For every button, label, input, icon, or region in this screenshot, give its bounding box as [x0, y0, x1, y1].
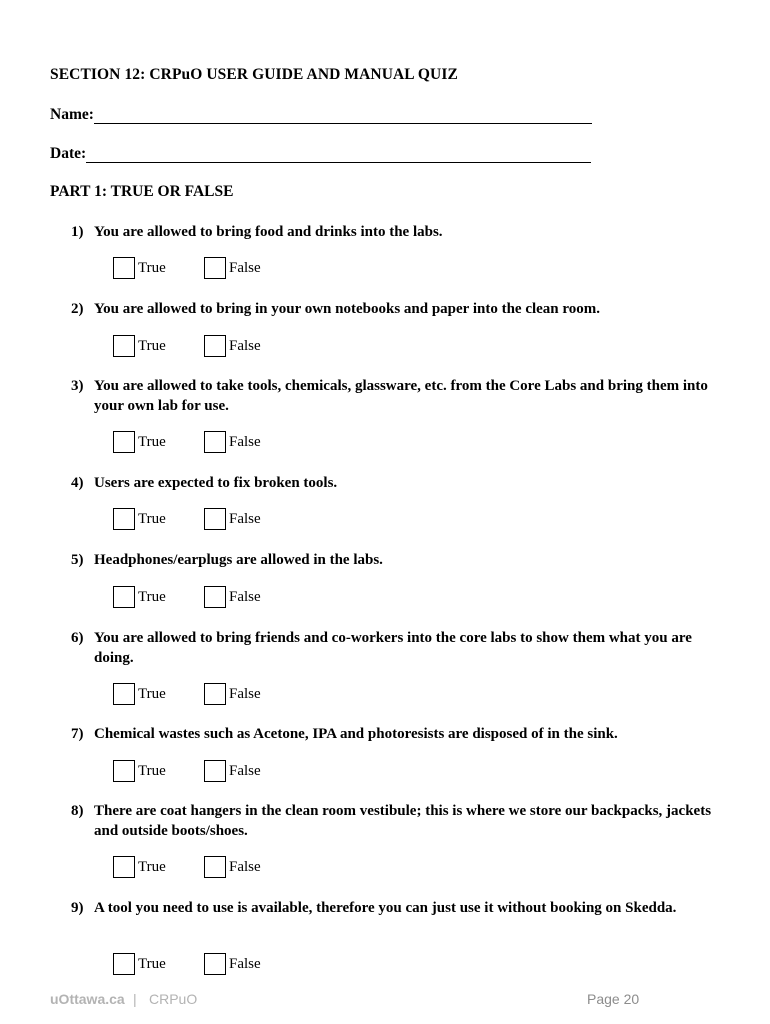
- option-false[interactable]: [204, 953, 261, 975]
- option-true-label: True: [138, 337, 166, 354]
- date-field: [50, 145, 591, 163]
- option-true[interactable]: [113, 856, 166, 878]
- question-number: 3): [71, 378, 84, 394]
- question-5: [71, 550, 731, 570]
- option-false[interactable]: [204, 431, 261, 453]
- checkbox-icon[interactable]: [113, 953, 135, 975]
- footer-brand: uOttawa.ca: [50, 991, 125, 1007]
- checkbox-icon[interactable]: [113, 760, 135, 782]
- question-number: 1): [71, 224, 84, 240]
- question-text: You are allowed to take tools, chemicals, glassware, etc. from the Core Labs and bring them into your own lab for use.: [94, 378, 708, 414]
- option-false-label: False: [229, 858, 261, 875]
- option-false-label: False: [229, 685, 261, 702]
- option-true-label: True: [138, 858, 166, 875]
- part-title: PART 1: TRUE OR FALSE: [50, 183, 234, 200]
- checkbox-icon[interactable]: [204, 335, 226, 357]
- option-true[interactable]: [113, 257, 166, 279]
- option-false-label: False: [229, 510, 261, 527]
- option-true[interactable]: [113, 335, 166, 357]
- question-1: [71, 222, 731, 242]
- option-false-label: False: [229, 588, 261, 605]
- option-true[interactable]: [113, 760, 166, 782]
- option-true-label: True: [138, 588, 166, 605]
- question-text: Chemical wastes such as Acetone, IPA and photoresists are disposed of in the sink.: [94, 726, 618, 742]
- question-text: You are allowed to bring in your own notebooks and paper into the clean room.: [94, 301, 601, 317]
- option-true-label: True: [138, 510, 166, 527]
- footer-separator: |: [133, 991, 137, 1007]
- option-true[interactable]: [113, 431, 166, 453]
- name-line[interactable]: [94, 108, 592, 124]
- option-false-label: False: [229, 955, 261, 972]
- question-7: [71, 724, 731, 744]
- option-true-label: True: [138, 259, 166, 276]
- option-false[interactable]: [204, 335, 261, 357]
- option-true[interactable]: [113, 683, 166, 705]
- question-9: [71, 898, 731, 918]
- question-number: 4): [71, 475, 84, 491]
- option-true-label: True: [138, 685, 166, 702]
- option-false-label: False: [229, 337, 261, 354]
- name-label: Name:: [50, 106, 94, 123]
- checkbox-icon[interactable]: [204, 508, 226, 530]
- option-true[interactable]: [113, 508, 166, 530]
- question-number: 5): [71, 552, 84, 568]
- question-6: [71, 628, 731, 668]
- option-false-label: False: [229, 259, 261, 276]
- date-label: Date:: [50, 145, 87, 162]
- checkbox-icon[interactable]: [113, 508, 135, 530]
- option-false[interactable]: [204, 586, 261, 608]
- date-line[interactable]: [86, 147, 591, 163]
- checkbox-icon[interactable]: [204, 760, 226, 782]
- question-text: You are allowed to bring friends and co-workers into the core labs to show them what you are doing.: [94, 630, 692, 666]
- question-text: Headphones/earplugs are allowed in the labs.: [94, 552, 383, 568]
- checkbox-icon[interactable]: [113, 431, 135, 453]
- checkbox-icon[interactable]: [204, 856, 226, 878]
- option-false-label: False: [229, 762, 261, 779]
- option-false[interactable]: [204, 760, 261, 782]
- question-text: There are coat hangers in the clean room vestibule; this is where we store our backpacks, jackets and outside boots/shoes.: [94, 803, 712, 839]
- question-number: 6): [71, 630, 84, 646]
- question-number: 9): [71, 900, 84, 916]
- question-text: Users are expected to fix broken tools.: [94, 475, 338, 491]
- question-8: [71, 801, 731, 841]
- option-false[interactable]: [204, 856, 261, 878]
- question-number: 8): [71, 803, 84, 819]
- option-true[interactable]: [113, 953, 166, 975]
- option-true[interactable]: [113, 586, 166, 608]
- question-text: You are allowed to bring food and drinks into the labs.: [94, 224, 443, 240]
- question-text: A tool you need to use is available, therefore you can just use it without booking on Skedda.: [94, 900, 677, 916]
- checkbox-icon[interactable]: [113, 683, 135, 705]
- checkbox-icon[interactable]: [204, 586, 226, 608]
- question-number: 2): [71, 301, 84, 317]
- option-true-label: True: [138, 433, 166, 450]
- checkbox-icon[interactable]: [113, 856, 135, 878]
- footer-page-number: Page 20: [587, 991, 640, 1007]
- question-number: 7): [71, 726, 84, 742]
- checkbox-icon[interactable]: [113, 257, 135, 279]
- option-true-label: True: [138, 762, 166, 779]
- option-false[interactable]: [204, 683, 261, 705]
- question-2: [71, 299, 731, 319]
- section-title: SECTION 12: CRPuO USER GUIDE AND MANUAL QUIZ: [50, 66, 458, 83]
- question-3: [71, 376, 731, 416]
- checkbox-icon[interactable]: [113, 335, 135, 357]
- checkbox-icon[interactable]: [204, 953, 226, 975]
- footer-department: CRPuO: [149, 991, 198, 1007]
- checkbox-icon[interactable]: [204, 683, 226, 705]
- option-false-label: False: [229, 433, 261, 450]
- option-false[interactable]: [204, 508, 261, 530]
- name-field: [50, 106, 592, 124]
- checkbox-icon[interactable]: [204, 431, 226, 453]
- option-false[interactable]: [204, 257, 261, 279]
- question-4: [71, 473, 731, 493]
- checkbox-icon[interactable]: [204, 257, 226, 279]
- checkbox-icon[interactable]: [113, 586, 135, 608]
- option-true-label: True: [138, 955, 166, 972]
